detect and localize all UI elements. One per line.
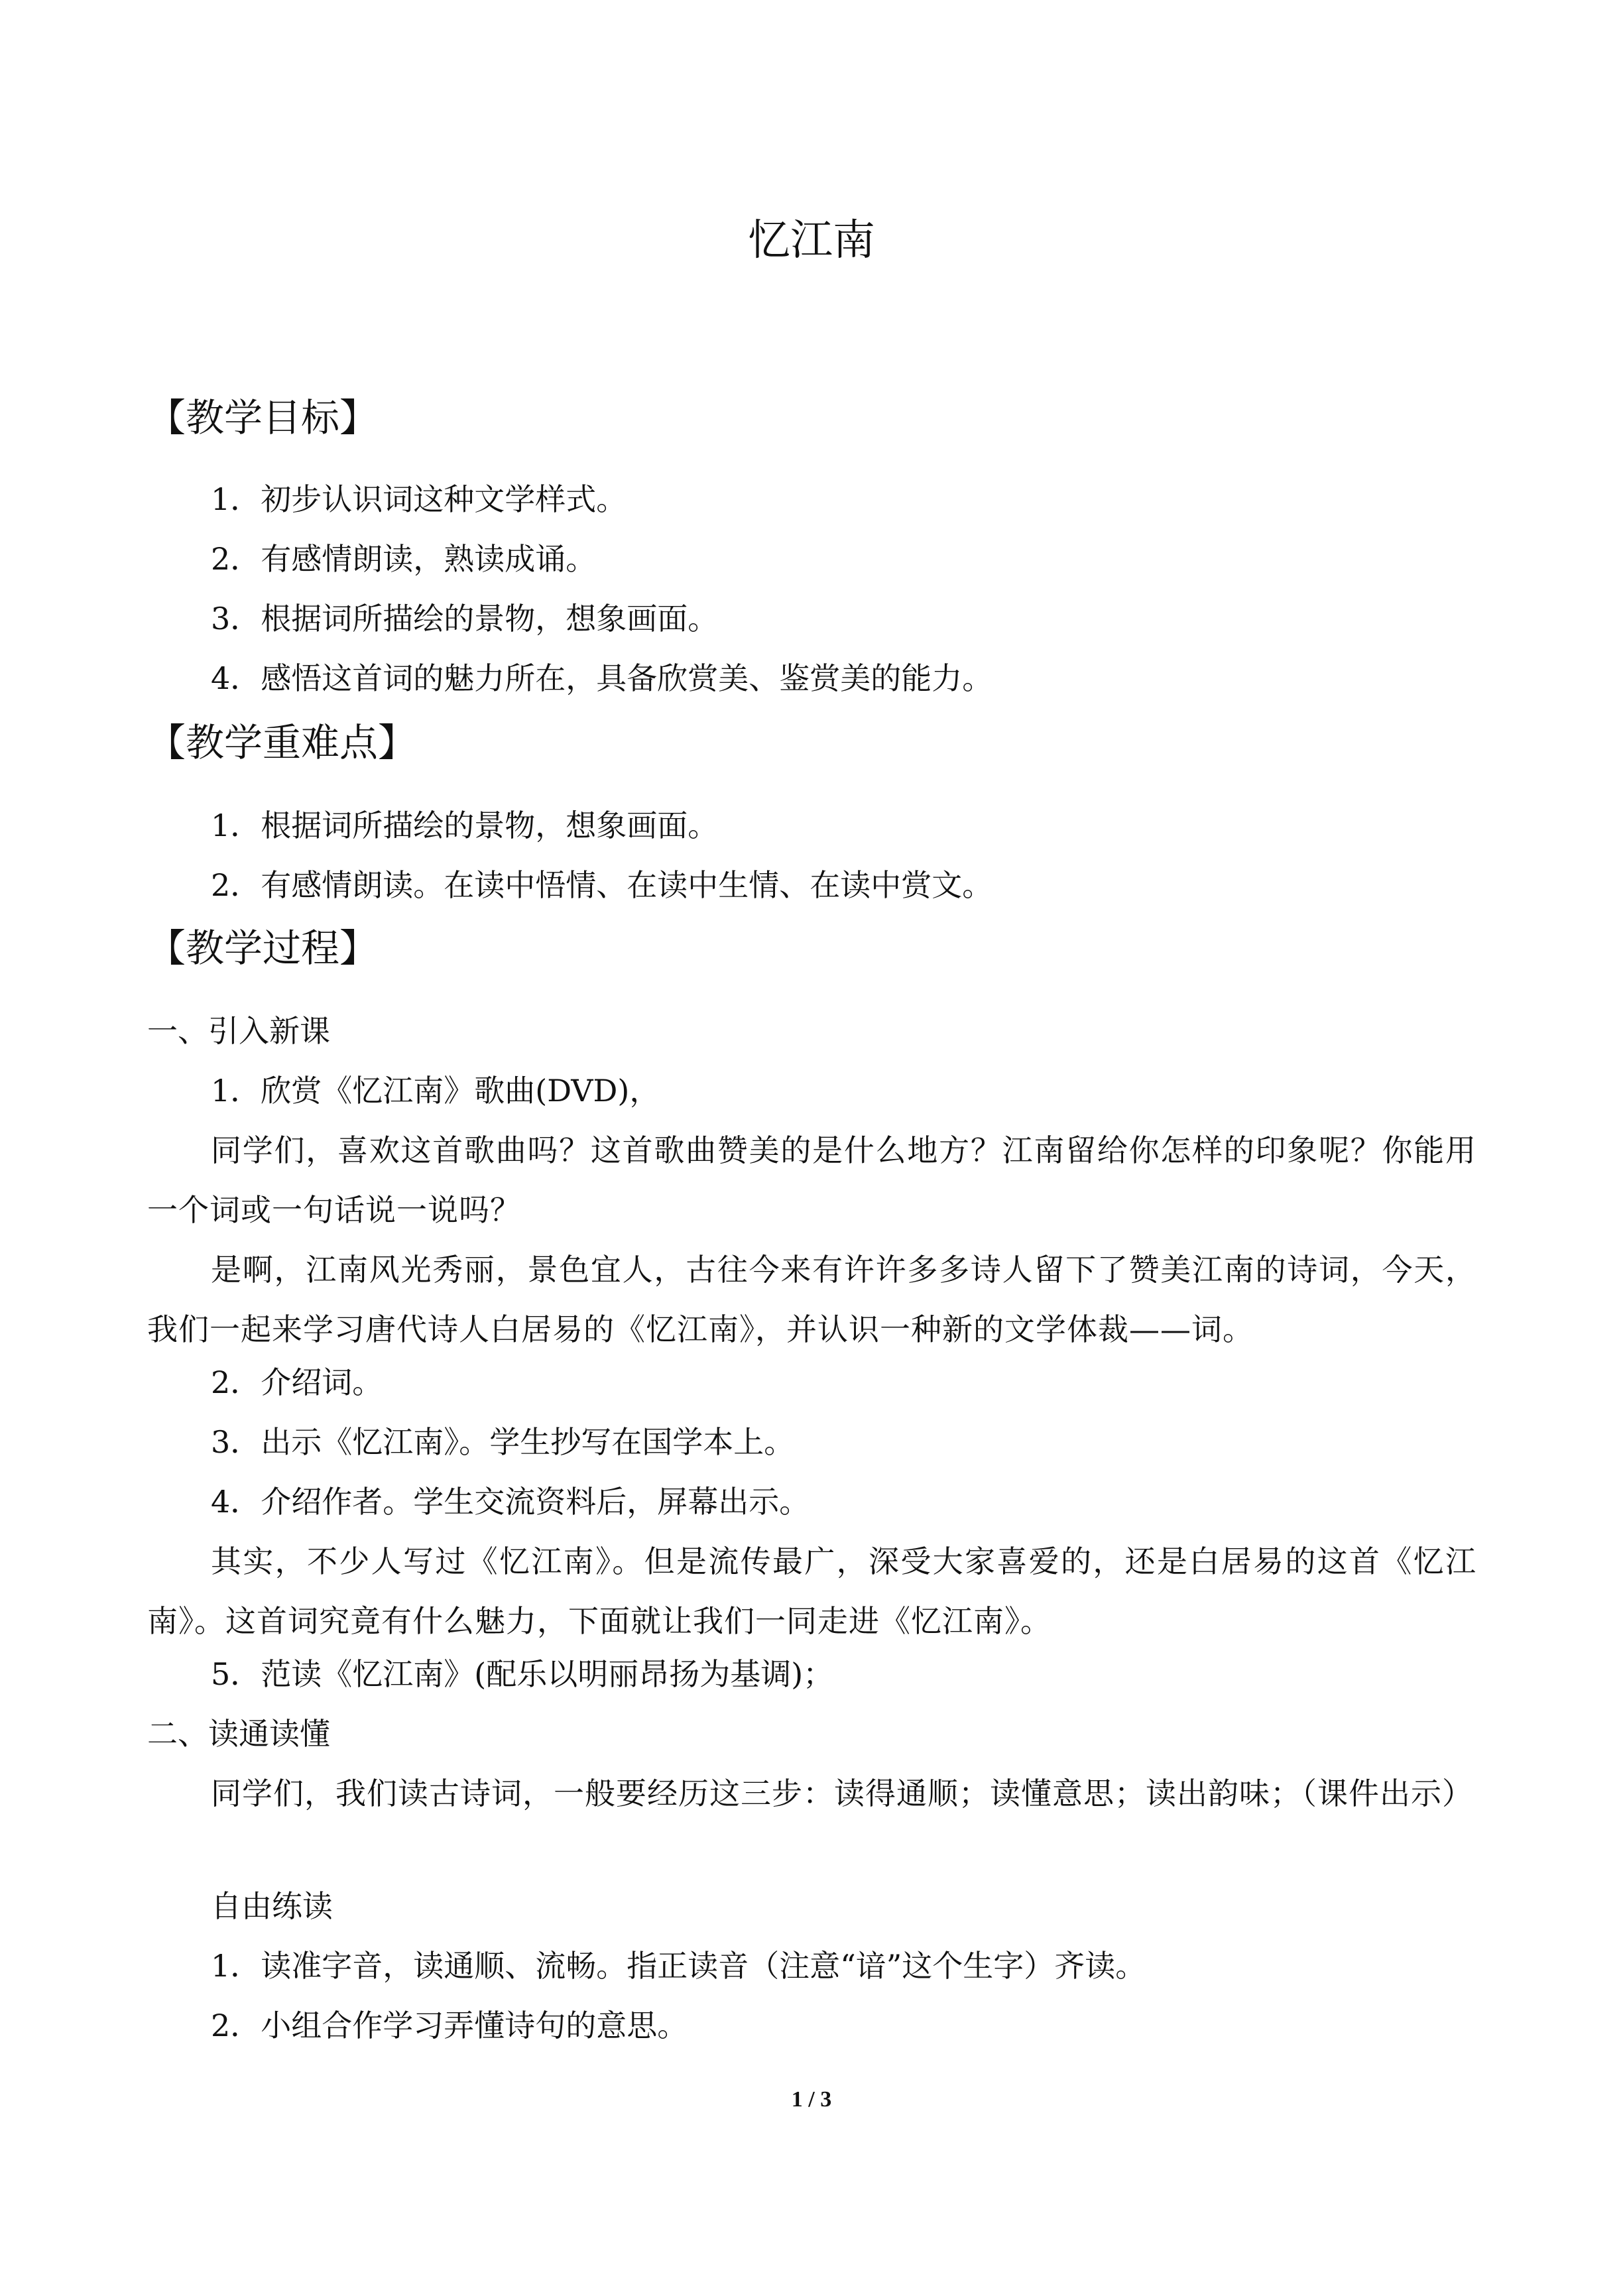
paragraph: 同学们，我们读古诗词，一般要经历这三步：读得通顺；读懂意思；读出韵味；（课件出示）: [211, 1776, 1473, 1811]
process-item: 3．出示《忆江南》。学生抄写在国学本上。: [211, 1424, 795, 1460]
heading-key-points: 【教学重难点】: [147, 720, 417, 765]
page-number: 1 / 3: [791, 2087, 832, 2112]
page-title: 忆江南: [748, 216, 875, 265]
heading-teaching-goals: 【教学目标】: [147, 395, 379, 440]
key-point-item: 2．有感情朗读。在读中悟情、在读中生情、在读中赏文。: [211, 867, 993, 903]
process-item: 2．介绍词。: [211, 1364, 383, 1400]
process-item: 4．介绍作者。学生交流资料后，屏幕出示。: [211, 1484, 810, 1520]
paragraph: 其实，不少人写过《忆江南》。但是流传最广，深受大家喜爱的，还是白居易的这首《忆江南》。这首词究竟有什么魅力，下面就让我们一同走进《忆江南》。: [147, 1543, 1476, 1639]
section-title-intro: 一、引入新课: [147, 1013, 330, 1049]
goal-item: 2．有感情朗读，熟读成诵。: [211, 541, 597, 577]
process-item: 1．读准字音，读通顺、流畅。指正读音（注意“谙”这个生字）齐读。: [211, 1948, 1146, 1984]
process-item: 5．范读《忆江南》(配乐以明丽昂扬为基调)；: [211, 1656, 834, 1692]
section-title-read: 二、读通读懂: [147, 1716, 330, 1752]
process-item: 1．欣赏《忆江南》歌曲(DVD)，: [211, 1073, 660, 1109]
goal-item: 4．感悟这首词的魅力所在，具备欣赏美、鉴赏美的能力。: [211, 660, 993, 696]
key-point-item: 1．根据词所描绘的景物，想象画面。: [211, 808, 719, 843]
goal-item: 3．根据词所描绘的景物，想象画面。: [211, 601, 719, 636]
practice-label: 自由练读: [211, 1888, 333, 1924]
paragraph: 同学们，喜欢这首歌曲吗？这首歌曲赞美的是什么地方？江南留给你怎样的印象呢？你能用一个词或一句话说一说吗？: [147, 1132, 1476, 1228]
paragraph: 是啊，江南风光秀丽，景色宜人，古往今来有许许多多诗人留下了赞美江南的诗词，今天，我们一起来学习唐代诗人白居易的《忆江南》，并认识一种新的文学体裁——词。: [147, 1252, 1476, 1347]
goal-item: 1．初步认识词这种文学样式。: [211, 481, 627, 517]
heading-teaching-process: 【教学过程】: [147, 926, 379, 971]
process-item: 2．小组合作学习弄懂诗句的意思。: [211, 2008, 688, 2043]
